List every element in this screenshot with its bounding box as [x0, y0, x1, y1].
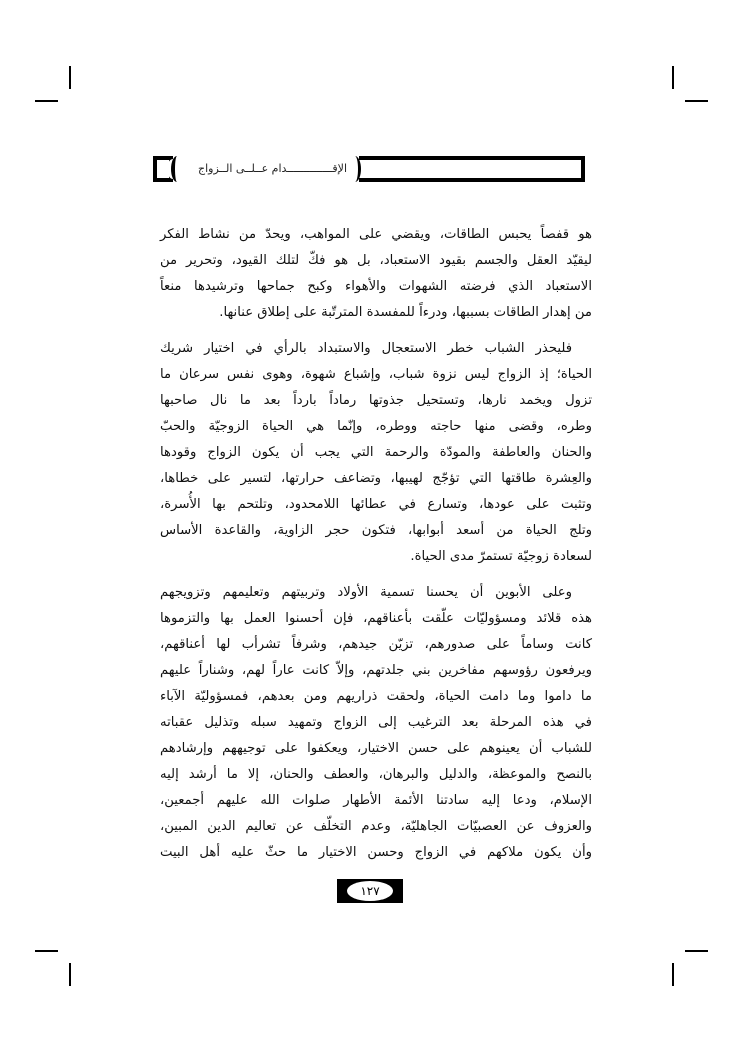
text-line: لسعادة زوجيّة تستمرّ مدى الحياة. — [410, 549, 592, 564]
paragraph — [160, 580, 592, 866]
text-line: هذه قلائد ومسؤوليّات علّقت بأعناقهم، فإن أحسنوا العمل بها والتزموها — [160, 611, 592, 626]
crop-mark-bottom-left-horizontal — [35, 950, 58, 952]
text-line: وطره، وقضى منها حاجته ووطره، وإنّما هي الحياة الزوجيّة والحبّ — [160, 419, 592, 434]
crop-mark-top-left-vertical — [69, 66, 71, 89]
text-line: والعزوف عن العصبيّات الجاهليّة، وعدم التخلّف عن تعاليم الدين المبين، — [160, 819, 592, 834]
text-line: وأن يكون ملاكهم في الزواج وحسن الاختيار ما حثّ عليه أهل البيت — [160, 845, 592, 860]
text-line: ليقيّد العقل والجسم بقيود الاستعباد، بل هو فكّ لتلك القيود، وتحرير من — [160, 253, 592, 268]
header-left-ornament — [153, 156, 173, 182]
text-line: للشباب أن يعينوهم على حسن الاختيار، ويعكفوا على توجيههم وإرشادهم — [160, 741, 592, 756]
text-line: فليحذر الشباب خطر الاستعجال والاستبداد بالرأي في اختيار شريك — [160, 341, 572, 356]
text-line: ما داموا وما دامت الحياة، ولحقت ذراريهم ومن بعدهم، فمسؤوليّة الآباء — [160, 689, 592, 704]
text-line: وتثبت على عودها، وتسارع في عطائها اللامحدود، وتلتحم بها الأُسرة، — [160, 497, 592, 512]
text-line: من إهدار الطاقات بسببها، ودرءاً للمفسدة المترتّبة على إطلاق عنانها. — [219, 305, 592, 320]
page-number-ornament — [337, 879, 403, 903]
text-line: الاستعباد الذي فرضته الشهوات والأهواء وكبح جماحها وترشيدها منعاً — [160, 279, 592, 294]
text-line: الحياة؛ إذ الزواج ليس نزوة شباب، وإشباع شهوة، وهوى نفس سرعان ما — [160, 367, 592, 382]
text-line: بالنصح والموعظة، والدليل والبرهان، والعطف والحنان، إلا ما أرشد إليه — [160, 767, 592, 782]
paragraph — [160, 336, 592, 570]
page-number: ١٢٧ — [347, 881, 393, 901]
text-line: ويرفعون رؤوسهم مفاخرين بني جلدتهم، وإلاّ كانت عاراً لهم، وشناراً عليهم — [160, 663, 592, 678]
text-line: الإسلام، ودعا إليه سادتنا الأئمة الأطهار صلوات الله عليهم أجمعين، — [160, 793, 592, 808]
text-line: كانت وساماً على صدورهم، تزيّن جيدهم، وشرفاً تشرأب لها أعناقهم، — [160, 637, 592, 652]
paragraph — [160, 222, 592, 326]
text-line: هو قفصاً يحبس الطاقات، ويقضي على المواهب، ويحدّ من نشاط الفكر — [160, 227, 592, 242]
running-title: الإقــــــــــــــدام عــلــى الــزواج — [198, 162, 347, 175]
running-header — [153, 156, 585, 182]
crop-mark-top-right-vertical — [672, 66, 674, 89]
crop-mark-bottom-right-horizontal — [685, 950, 708, 952]
header-box-ornament — [359, 156, 585, 182]
crop-mark-top-left-horizontal — [35, 100, 58, 102]
header-left-bracket — [171, 156, 183, 182]
page-body — [160, 222, 592, 866]
text-line: والحنان والعاطفة والمودّة والرحمة التي يجب أن يكون الزواج وقودها — [160, 445, 592, 460]
crop-mark-bottom-left-vertical — [69, 963, 71, 986]
text-line: وتلج الحياة من أسعد أبوابها، فتكون حجر الزاوية، والقاعدة الأساس — [160, 523, 592, 538]
text-line: والعِشرة طاقتها التي تؤجّج لهيبها، وتضاعف حرارتها، لتسير على خطاها، — [160, 471, 592, 486]
text-line: في هذه المرحلة بعد الترغيب إلى الزواج وتمهيد سبله وتذليل عقباته — [160, 715, 592, 730]
text-line: وعلى الأبوين أن يحسنا تسمية الأولاد وتربيتهم وتعليمهم وتزويجهم — [160, 585, 572, 600]
crop-mark-top-right-horizontal — [685, 100, 708, 102]
text-line: تزول ويخمد نارها، وتستحيل جذوتها رماداً بارداً بعد ما نال صاحبها — [160, 393, 592, 408]
crop-mark-bottom-right-vertical — [672, 963, 674, 986]
